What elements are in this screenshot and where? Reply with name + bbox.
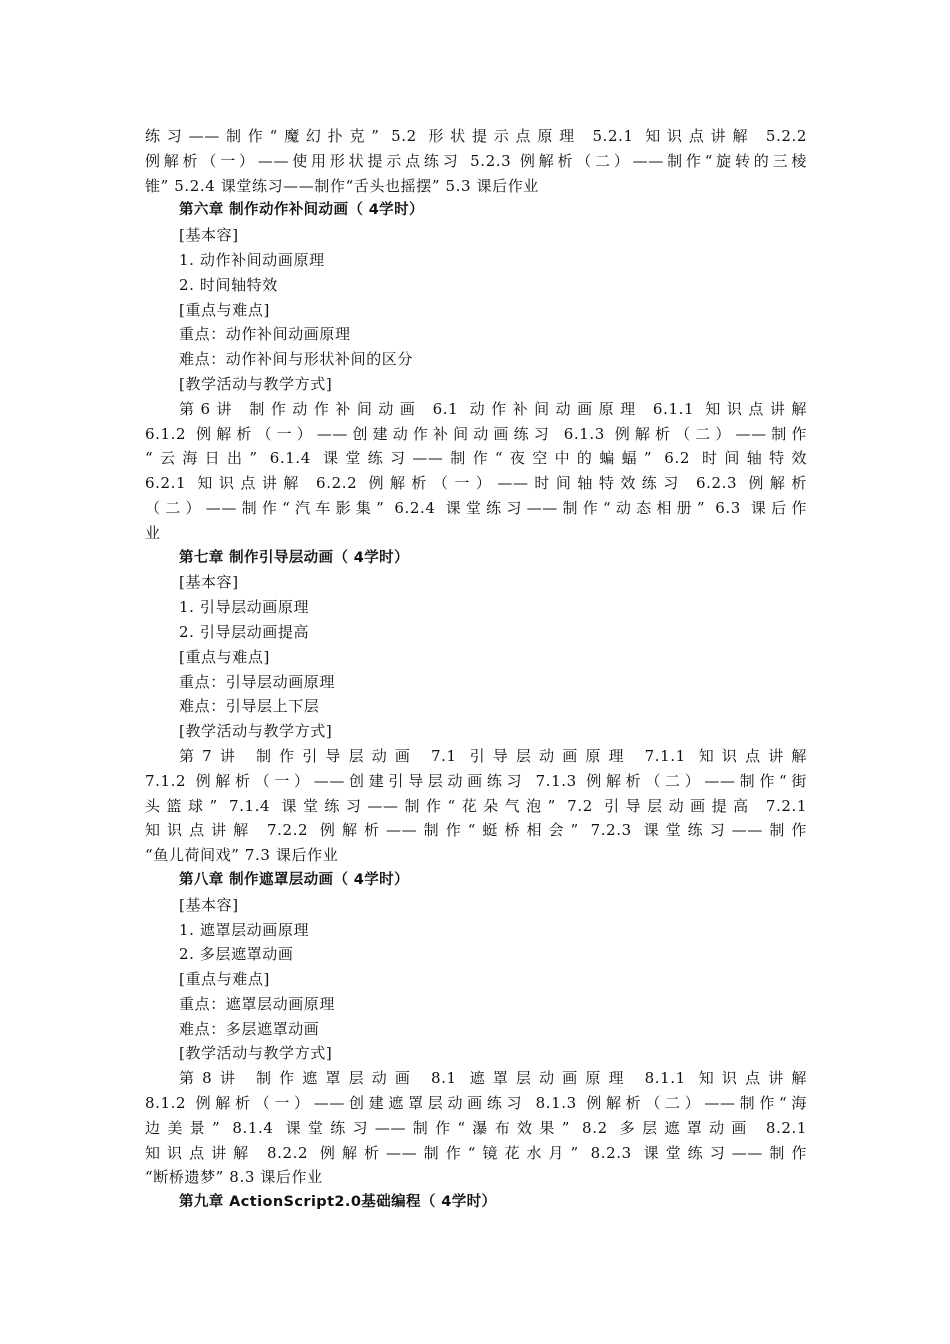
body-line: [重点与难点]: [179, 647, 270, 666]
body-line: 重点：引导层动画原理: [179, 672, 336, 691]
body-line: 难点：动作补间与形状补间的区分: [179, 350, 414, 369]
paragraph-line: 6.1.2 例解析（一）——创建动作补间动画练习 6.1.3 例解析（二）——制作: [145, 424, 807, 443]
chapter-heading: 第八章 制作遮罩层动画（ 4学时）: [179, 871, 409, 888]
paragraph-line: 第7讲 制作引导层动画 7.1 引导层动画原理 7.1.1 知识点讲解: [179, 746, 807, 765]
body-line: [重点与难点]: [179, 300, 270, 319]
paragraph-line: 边美景” 8.1.4 课堂练习——制作“瀑布效果” 8.2 多层遮罩动画 8.2.1: [145, 1118, 807, 1137]
paragraph-line: 第8讲 制作遮罩层动画 8.1 遮罩层动画原理 8.1.1 知识点讲解: [179, 1069, 807, 1088]
body-line: 重点：遮罩层动画原理: [179, 994, 336, 1013]
chapter-heading: 第九章 ActionScript2.0基础编程（ 4学时）: [179, 1194, 497, 1211]
paragraph-line: 业: [145, 523, 161, 542]
body-line: 难点：引导层上下层: [179, 697, 320, 716]
body-line: 2. 时间轴特效: [179, 275, 278, 294]
chapter-heading: 第六章 制作动作补间动画（ 4学时）: [179, 202, 424, 219]
paragraph-line: 头篮球” 7.1.4 课堂练习——制作“花朵气泡” 7.2 引导层动画提高 7.2.1: [145, 796, 807, 815]
paragraph-line: 练习——制作“魔幻扑克” 5.2 形状提示点原理 5.2.1 知识点讲解 5.2.2: [145, 127, 807, 145]
document-body: [145, 124, 807, 1215]
paragraph-line: 例解析（一）——使用形状提示点练习 5.2.3 例解析（二）——制作“旋转的三棱: [145, 151, 807, 170]
body-line: 2. 引导层动画提高: [179, 622, 310, 641]
paragraph-line: “断桥遗梦” 8.3 课后作业: [145, 1168, 323, 1187]
body-line: 2. 多层遮罩动画: [179, 945, 294, 964]
paragraph-line: （二）——制作“汽车影集” 6.2.4 课堂练习——制作“动态相册” 6.3 课后作: [145, 498, 807, 517]
paragraph-line: 第6讲 制作动作补间动画 6.1 动作补间动画原理 6.1.1 知识点讲解: [179, 399, 807, 418]
body-line: [基本容]: [179, 226, 239, 245]
body-line: 难点：多层遮罩动画: [179, 1019, 320, 1038]
paragraph-line: “鱼儿荷间戏” 7.3 课后作业: [145, 846, 339, 865]
body-line: 1. 遮罩层动画原理: [179, 920, 310, 939]
body-line: [基本容]: [179, 573, 239, 592]
body-line: 重点：动作补间动画原理: [179, 325, 351, 344]
paragraph-line: 知识点讲解 8.2.2 例解析——制作“镜花水月” 8.2.3 课堂练习——制作: [145, 1143, 807, 1162]
paragraph-line: “云海日出” 6.1.4 课堂练习——制作“夜空中的蝙蝠” 6.2 时间轴特效: [145, 449, 807, 468]
chapter-heading: 第七章 制作引导层动画（ 4学时）: [179, 549, 409, 566]
body-line: [教学活动与教学方式]: [179, 722, 333, 741]
body-line: 1. 引导层动画原理: [179, 598, 310, 617]
paragraph-line: 6.2.1 知识点讲解 6.2.2 例解析（一）——时间轴特效练习 6.2.3 例解析: [145, 474, 807, 493]
body-line: [重点与难点]: [179, 970, 270, 989]
body-line: [教学活动与教学方式]: [179, 374, 333, 393]
body-line: [教学活动与教学方式]: [179, 1044, 333, 1063]
body-line: [基本容]: [179, 895, 239, 914]
paragraph-line: 知识点讲解 7.2.2 例解析——制作“蜓桥相会” 7.2.3 课堂练习——制作: [145, 821, 807, 840]
body-line: 1. 动作补间动画原理: [179, 250, 325, 269]
paragraph-line: 7.1.2 例解析（一）——创建引导层动画练习 7.1.3 例解析（二）——制作“街: [145, 771, 807, 790]
paragraph-line: 锥” 5.2.4 课堂练习——制作“舌头也摇摆” 5.3 课后作业: [145, 176, 539, 195]
paragraph-line: 8.1.2 例解析（一）——创建遮罩层动画练习 8.1.3 例解析（二）——制作“海: [145, 1094, 807, 1113]
